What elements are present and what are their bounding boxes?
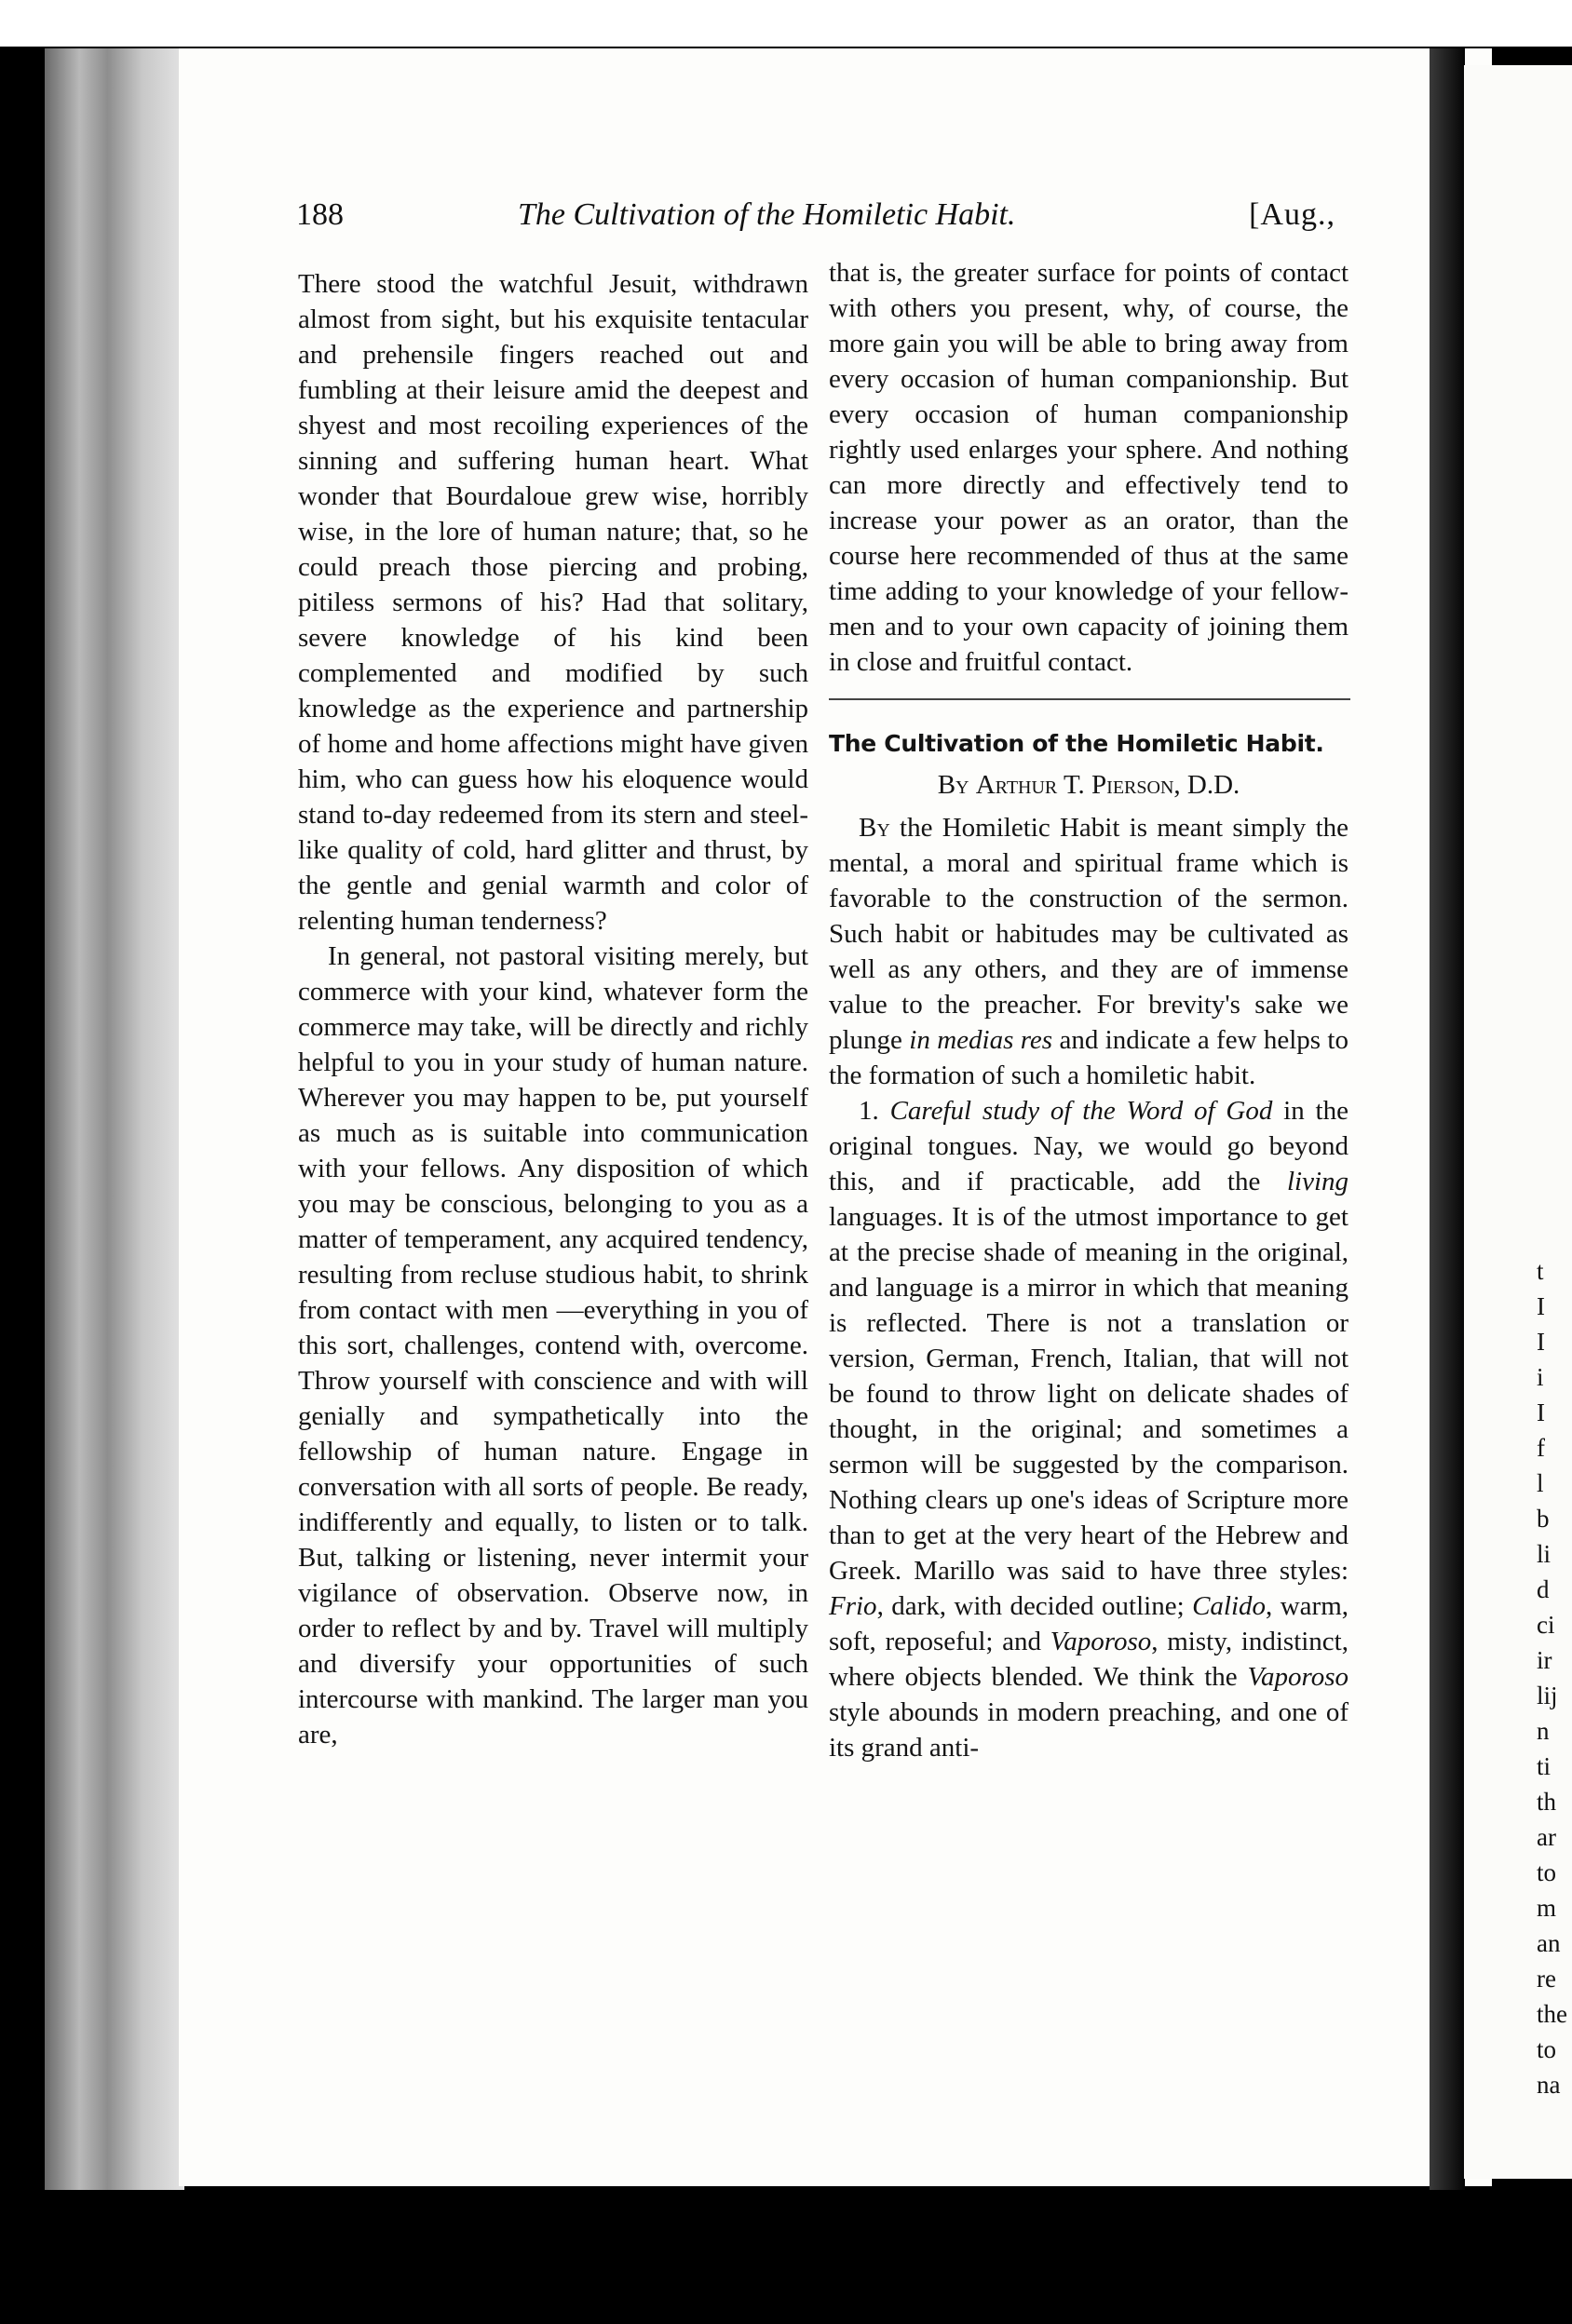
facing-page-fragment: lij bbox=[1537, 1682, 1558, 1709]
paragraph: In general, not pastoral visiting merely, but commerce with your kind, whatever form the commerce may take, will be directly and richly helpful to you in your study of human nature. Wherever you may happen to be, put yourself as much as is suitable into communication with your fellows. Any disposition of which you may be conscious, belonging to you as a matter of temperament, any acquired tendency, resulting from recluse studious habit, to shrink from contact with men —everything in you of this sort, challenges, contend with, overcome. Throw yourself with conscience and with will genially and sympathetically into the fellowship of human nature. Engage in conversation with all sorts of people. Be ready, indifferently and equally, to listen or to talk. But, talking or listening, never intermit your vigilance of observation. Observe now, in order to reflect by and by. Travel will multiply and diversify your opportunities of such intercourse with mankind. The larger man you are, bbox=[298, 941, 808, 1750]
intro-text: the Homiletic Habit is meant simply the mental, a moral and spiritual frame which is favorable to the construction of the sermon. Such habit or habitudes may be cultivated as well as any others, and they are of immense value to the preacher. For brevity's sake we plunge bbox=[829, 813, 1348, 1055]
intro-paragraph bbox=[829, 810, 1348, 1093]
facing-page-fragment: n bbox=[1537, 1717, 1550, 1745]
facing-page-fragment: d bbox=[1537, 1575, 1550, 1603]
facing-page-fragment: I bbox=[1537, 1398, 1545, 1426]
facing-page-fragment: i bbox=[1537, 1363, 1544, 1391]
facing-page-fragment: na bbox=[1537, 2071, 1561, 2099]
point-heading: Careful study of the Word of God bbox=[889, 1096, 1273, 1126]
italic-style-vaporoso-2: Vaporoso bbox=[1247, 1662, 1348, 1692]
facing-page-fragment: to bbox=[1537, 2035, 1557, 2063]
facing-page-fragment: li bbox=[1537, 1540, 1552, 1568]
paragraph: There stood the watchful Jesuit, withdrawn almost from sight, but his exquisite tentacular and prehensile fingers reached out and fumbling at their leisure amid the deepest and shyest and most recoiling experiences of the sinning and suffering human heart. What wonder that Bourdaloue grew wise, horribly wise, in the lore of human nature; that, so he could preach those piercing and probing, pitiless sermons of his? Had that solitary, severe knowledge of his kind been complemented and modified by such knowledge as the experience and partnership of home and home affections might have given him, who can guess how his eloquence would stand to-day redeemed from its stern and steel-like quality of cold, hard glitter and thrust, by the gentle and genial warmth and color of relenting human tenderness? bbox=[298, 269, 808, 936]
point-1-paragraph bbox=[829, 1093, 1348, 1765]
facing-page-fragment: th bbox=[1537, 1788, 1557, 1816]
book-gutter bbox=[1430, 48, 1465, 2190]
italic-style-calido: Calido bbox=[1192, 1591, 1267, 1621]
facing-page-fragment: b bbox=[1537, 1505, 1550, 1533]
facing-page-fragment: ci bbox=[1537, 1611, 1555, 1639]
point-text: style abounds in modern preaching, and one of its grand anti- bbox=[829, 1697, 1348, 1763]
point-number: 1. bbox=[859, 1096, 890, 1126]
latin-phrase: in medias res bbox=[909, 1025, 1053, 1055]
facing-page-fragment: m bbox=[1537, 1894, 1557, 1922]
book-page-edges bbox=[45, 48, 184, 2190]
intro-lead-word: By bbox=[859, 813, 890, 843]
facing-page-fragment: to bbox=[1537, 1858, 1557, 1886]
facing-page-fragment: the bbox=[1537, 2000, 1567, 2028]
byline-prefix: By bbox=[937, 770, 969, 800]
right-column bbox=[829, 255, 1348, 1765]
facing-page-fragment: ar bbox=[1537, 1823, 1556, 1851]
running-title: The Cultivation of the Homiletic Habit. bbox=[518, 197, 1016, 232]
point-text: languages. It is of the utmost importance to get at the precise shade of meaning in the original, and language is a mirror in which that meaning is reflected. There is not a translation or version, German, French, Italian, that will not be found to throw light on delicate shades of thought, in the original; and sometimes a sermon will be suggested by the comparison. Nothing clears up one's ideas of Scripture more than to get at the very heart of the Hebrew and Greek. Marillo was said to have three styles: bbox=[829, 1202, 1348, 1586]
point-text: , dark, with decided outline; bbox=[876, 1591, 1193, 1621]
paragraph: that is, the greater surface for points of contact with others you present, why, of course, the more gain you will be able to bring away from every occasion of human companionship. But every occasion of human companionship rightly used enlarges your sphere. And nothing can more directly and effectively tend to increase your power as an orator, than the course here recommended of thus at the same time adding to your knowledge of your fellow-men and to your own capacity of joining them in close and fruitful contact. bbox=[829, 258, 1348, 677]
facing-page-fragment: re bbox=[1537, 1965, 1556, 1993]
facing-page-edge bbox=[1464, 65, 1572, 2179]
facing-page-fragment: an bbox=[1537, 1929, 1561, 1957]
facing-page-fragment: ti bbox=[1537, 1752, 1552, 1780]
facing-page-fragment: l bbox=[1537, 1469, 1544, 1497]
top-background bbox=[0, 0, 1572, 47]
section-divider bbox=[829, 698, 1350, 700]
facing-page-fragment: I bbox=[1537, 1328, 1545, 1356]
article-title: The Cultivation of the Homiletic Habit. bbox=[829, 730, 1324, 757]
point-text: in the original tongues. Nay, we would go beyond this, and if practicable, add the bbox=[829, 1096, 1348, 1196]
facing-page-fragment: ir bbox=[1537, 1646, 1552, 1674]
running-head bbox=[296, 197, 1335, 235]
italic-word-living: living bbox=[1286, 1167, 1348, 1196]
point-text: , misty, indistinct, where objects blended. We think the bbox=[829, 1627, 1348, 1692]
intro-text-end: and indicate a few helps to the formation of such a homiletic habit. bbox=[829, 1025, 1348, 1090]
byline-author: Arthur T. Pierson, D.D. bbox=[975, 770, 1240, 800]
page-number: 188 bbox=[296, 197, 344, 232]
italic-style-frio: Frio bbox=[829, 1591, 877, 1621]
italic-style-vaporoso: Vaporoso bbox=[1050, 1627, 1152, 1656]
facing-page-fragment: t bbox=[1537, 1257, 1544, 1285]
byline bbox=[829, 767, 1348, 803]
left-column bbox=[298, 266, 808, 1752]
point-text: , warm, soft, reposeful; and bbox=[829, 1591, 1349, 1656]
facing-page-fragment: f bbox=[1537, 1434, 1545, 1462]
running-date: [Aug., bbox=[1249, 197, 1335, 232]
facing-page-fragment: I bbox=[1537, 1292, 1545, 1320]
